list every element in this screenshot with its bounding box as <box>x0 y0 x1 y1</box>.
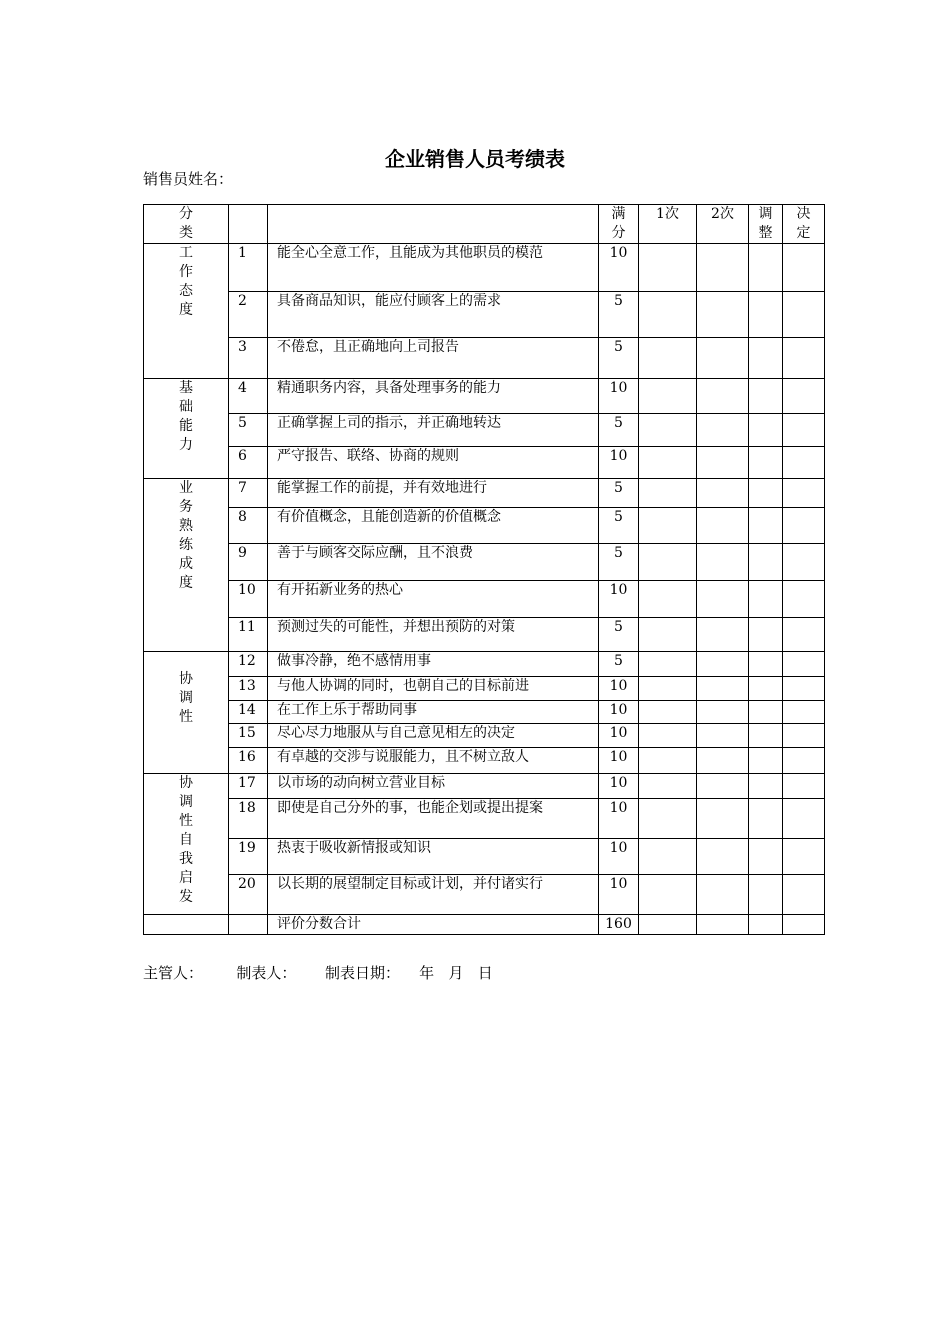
table-row <box>144 508 825 544</box>
adjust-score-cell[interactable] <box>749 379 783 414</box>
table-row <box>144 292 825 338</box>
month-label: 月 <box>448 964 464 982</box>
second-score-cell[interactable] <box>697 244 749 292</box>
table-row <box>144 338 825 379</box>
adjust-score-cell[interactable] <box>749 244 783 292</box>
first-score-cell[interactable] <box>639 447 697 479</box>
decide-score-cell[interactable] <box>783 479 825 508</box>
first-score-cell[interactable] <box>639 244 697 292</box>
adjust-score-cell[interactable] <box>749 748 783 774</box>
first-score-cell[interactable] <box>639 875 697 915</box>
decide-score-cell[interactable] <box>783 447 825 479</box>
category-label: 基础能力 <box>179 380 193 453</box>
decide-score-cell[interactable] <box>783 508 825 544</box>
first-score-cell[interactable] <box>639 479 697 508</box>
category-label: 协调性 <box>179 671 193 725</box>
category-label: 协调性自我启发 <box>179 775 193 905</box>
row-number: 10 <box>229 581 268 618</box>
first-score-cell[interactable] <box>639 724 697 748</box>
adjust-score-cell[interactable] <box>749 799 783 839</box>
row-max-score: 5 <box>599 292 639 338</box>
first-score-cell[interactable] <box>639 652 697 677</box>
total-max-score: 160 <box>599 915 639 935</box>
row-item: 能掌握工作的前提，并有效地进行 <box>268 479 599 508</box>
first-score-cell[interactable] <box>639 414 697 447</box>
adjust-score-cell[interactable] <box>749 875 783 915</box>
row-max-score: 10 <box>599 799 639 839</box>
second-score-cell[interactable] <box>697 292 749 338</box>
second-score-cell[interactable] <box>697 447 749 479</box>
decide-score-cell[interactable] <box>783 677 825 701</box>
row-number: 13 <box>229 677 268 701</box>
row-max-score: 10 <box>599 244 639 292</box>
adjust-score-cell[interactable] <box>749 724 783 748</box>
row-item: 尽心尽力地服从与自己意见相左的决定 <box>268 724 599 748</box>
decide-score-cell[interactable] <box>783 774 825 799</box>
row-number: 16 <box>229 748 268 774</box>
decide-score-cell[interactable] <box>783 581 825 618</box>
adjust-score-cell[interactable] <box>749 618 783 652</box>
second-score-cell[interactable] <box>697 652 749 677</box>
table-row <box>144 875 825 915</box>
adjust-score-cell[interactable] <box>749 581 783 618</box>
decide-score-cell[interactable] <box>783 414 825 447</box>
adjust-score-cell[interactable] <box>749 447 783 479</box>
table-row <box>144 447 825 479</box>
supervisor-label: 主管人： <box>143 964 204 982</box>
table-row <box>144 379 825 414</box>
total-category-cell <box>144 915 229 935</box>
row-item: 在工作上乐于帮助同事 <box>268 701 599 724</box>
row-number: 12 <box>229 652 268 677</box>
total-first-cell[interactable] <box>639 915 697 935</box>
table-row <box>144 839 825 875</box>
adjust-score-cell[interactable] <box>749 677 783 701</box>
row-item: 有开拓新业务的热心 <box>268 581 599 618</box>
row-max-score: 10 <box>599 447 639 479</box>
first-score-cell[interactable] <box>639 799 697 839</box>
header-adjust: 调整 <box>749 205 783 244</box>
row-item: 以长期的展望制定目标或计划，并付诸实行 <box>268 875 599 915</box>
first-score-cell[interactable] <box>639 544 697 581</box>
decide-score-cell[interactable] <box>783 839 825 875</box>
second-score-cell[interactable] <box>697 581 749 618</box>
second-score-cell[interactable] <box>697 618 749 652</box>
row-max-score: 5 <box>599 508 639 544</box>
adjust-score-cell[interactable] <box>749 414 783 447</box>
row-item: 严守报告、联络、协商的规则 <box>268 447 599 479</box>
header-max-score: 满分 <box>599 205 639 244</box>
row-max-score: 10 <box>599 875 639 915</box>
first-score-cell[interactable] <box>639 748 697 774</box>
decide-score-cell[interactable] <box>783 379 825 414</box>
table-footer <box>143 962 493 983</box>
table-header-row <box>144 205 825 244</box>
total-second-cell[interactable] <box>697 915 749 935</box>
table-row <box>144 414 825 447</box>
first-score-cell[interactable] <box>639 774 697 799</box>
total-label: 评价分数合计 <box>268 915 599 935</box>
row-number: 20 <box>229 875 268 915</box>
row-number: 11 <box>229 618 268 652</box>
first-score-cell[interactable] <box>639 508 697 544</box>
decide-score-cell[interactable] <box>783 724 825 748</box>
row-number: 15 <box>229 724 268 748</box>
second-score-cell[interactable] <box>697 414 749 447</box>
category-cell <box>144 379 229 479</box>
adjust-score-cell[interactable] <box>749 701 783 724</box>
first-score-cell[interactable] <box>639 701 697 724</box>
table-row <box>144 774 825 799</box>
category-label: 业务熟练成度 <box>179 480 193 591</box>
second-score-cell[interactable] <box>697 774 749 799</box>
second-score-cell[interactable] <box>697 379 749 414</box>
adjust-score-cell[interactable] <box>749 774 783 799</box>
table-row <box>144 748 825 774</box>
first-score-cell[interactable] <box>639 677 697 701</box>
row-max-score: 10 <box>599 839 639 875</box>
category-label: 工作态度 <box>179 245 193 318</box>
table-row <box>144 544 825 581</box>
first-score-cell[interactable] <box>639 292 697 338</box>
adjust-score-cell[interactable] <box>749 292 783 338</box>
first-score-cell[interactable] <box>639 338 697 379</box>
salesperson-name-label: 销售员姓名： <box>143 170 234 188</box>
row-item: 具备商品知识，能应付顾客上的需求 <box>268 292 599 338</box>
decide-score-cell[interactable] <box>783 799 825 839</box>
category-cell <box>144 652 229 774</box>
table-row <box>144 701 825 724</box>
adjust-score-cell[interactable] <box>749 544 783 581</box>
table-row <box>144 799 825 839</box>
row-max-score: 10 <box>599 724 639 748</box>
second-score-cell[interactable] <box>697 677 749 701</box>
second-score-cell[interactable] <box>697 701 749 724</box>
row-max-score: 5 <box>599 338 639 379</box>
row-item: 有价值概念，且能创造新的价值概念 <box>268 508 599 544</box>
row-item: 能全心全意工作，且能成为其他职员的模范 <box>268 244 599 292</box>
second-score-cell[interactable] <box>697 508 749 544</box>
total-row <box>144 915 825 935</box>
row-item: 精通职务内容，具备处理事务的能力 <box>268 379 599 414</box>
decide-score-cell[interactable] <box>783 748 825 774</box>
row-max-score: 5 <box>599 544 639 581</box>
category-cell <box>144 244 229 379</box>
second-score-cell[interactable] <box>697 544 749 581</box>
decide-score-cell[interactable] <box>783 338 825 379</box>
decide-score-cell[interactable] <box>783 618 825 652</box>
decide-score-cell[interactable] <box>783 652 825 677</box>
preparer-label: 制表人： <box>236 964 297 982</box>
year-label: 年 <box>419 964 435 982</box>
adjust-score-cell[interactable] <box>749 508 783 544</box>
second-score-cell[interactable] <box>697 875 749 915</box>
row-max-score: 5 <box>599 479 639 508</box>
row-number: 5 <box>229 414 268 447</box>
evaluation-table <box>143 204 825 935</box>
row-item: 与他人协调的同时，也朝自己的目标前进 <box>268 677 599 701</box>
second-score-cell[interactable] <box>697 799 749 839</box>
row-item: 即使是自己分外的事，也能企划或提出提案 <box>268 799 599 839</box>
header-number <box>229 205 268 244</box>
second-score-cell[interactable] <box>697 479 749 508</box>
total-adjust-cell[interactable] <box>749 915 783 935</box>
row-max-score: 10 <box>599 581 639 618</box>
header-category: 分类 <box>144 205 229 244</box>
row-max-score: 10 <box>599 677 639 701</box>
total-decide-cell[interactable] <box>783 915 825 935</box>
first-score-cell[interactable] <box>639 379 697 414</box>
row-item: 预测过失的可能性，并想出预防的对策 <box>268 618 599 652</box>
second-score-cell[interactable] <box>697 724 749 748</box>
decide-score-cell[interactable] <box>783 701 825 724</box>
row-number: 7 <box>229 479 268 508</box>
row-max-score: 10 <box>599 701 639 724</box>
adjust-score-cell[interactable] <box>749 839 783 875</box>
row-max-score: 10 <box>599 379 639 414</box>
table-row <box>144 581 825 618</box>
row-item: 热衷于吸收新情报或知识 <box>268 839 599 875</box>
row-item: 正确掌握上司的指示，并正确地转达 <box>268 414 599 447</box>
header-second: 2次 <box>697 205 749 244</box>
row-max-score: 5 <box>599 414 639 447</box>
row-max-score: 10 <box>599 774 639 799</box>
table-row <box>144 724 825 748</box>
adjust-score-cell[interactable] <box>749 479 783 508</box>
table-row <box>144 652 825 677</box>
total-number-cell <box>229 915 268 935</box>
row-item: 善于与顾客交际应酬，且不浪费 <box>268 544 599 581</box>
row-number: 1 <box>229 244 268 292</box>
second-score-cell[interactable] <box>697 338 749 379</box>
adjust-score-cell[interactable] <box>749 652 783 677</box>
adjust-score-cell[interactable] <box>749 338 783 379</box>
row-number: 6 <box>229 447 268 479</box>
row-item: 不倦怠，且正确地向上司报告 <box>268 338 599 379</box>
second-score-cell[interactable] <box>697 748 749 774</box>
day-label: 日 <box>477 964 493 982</box>
table-row <box>144 479 825 508</box>
row-number: 9 <box>229 544 268 581</box>
row-item: 以市场的动向树立营业目标 <box>268 774 599 799</box>
row-number: 17 <box>229 774 268 799</box>
category-cell <box>144 774 229 915</box>
page-title: 企业销售人员考绩表 <box>385 147 565 171</box>
decide-score-cell[interactable] <box>783 292 825 338</box>
header-item <box>268 205 599 244</box>
date-label: 制表日期： <box>325 964 401 982</box>
row-max-score: 10 <box>599 748 639 774</box>
row-number: 2 <box>229 292 268 338</box>
row-max-score: 5 <box>599 618 639 652</box>
table-row <box>144 618 825 652</box>
row-number: 18 <box>229 799 268 839</box>
second-score-cell[interactable] <box>697 839 749 875</box>
decide-score-cell[interactable] <box>783 875 825 915</box>
decide-score-cell[interactable] <box>783 544 825 581</box>
header-first: 1次 <box>639 205 697 244</box>
row-item: 做事冷静，绝不感情用事 <box>268 652 599 677</box>
category-cell <box>144 479 229 652</box>
row-number: 3 <box>229 338 268 379</box>
row-item: 有卓越的交涉与说服能力，且不树立敌人 <box>268 748 599 774</box>
header-decide: 决定 <box>783 205 825 244</box>
row-max-score: 5 <box>599 652 639 677</box>
decide-score-cell[interactable] <box>783 244 825 292</box>
table-row <box>144 677 825 701</box>
first-score-cell[interactable] <box>639 581 697 618</box>
row-number: 19 <box>229 839 268 875</box>
row-number: 8 <box>229 508 268 544</box>
first-score-cell[interactable] <box>639 839 697 875</box>
row-number: 14 <box>229 701 268 724</box>
row-number: 4 <box>229 379 268 414</box>
first-score-cell[interactable] <box>639 618 697 652</box>
table-row <box>144 244 825 292</box>
